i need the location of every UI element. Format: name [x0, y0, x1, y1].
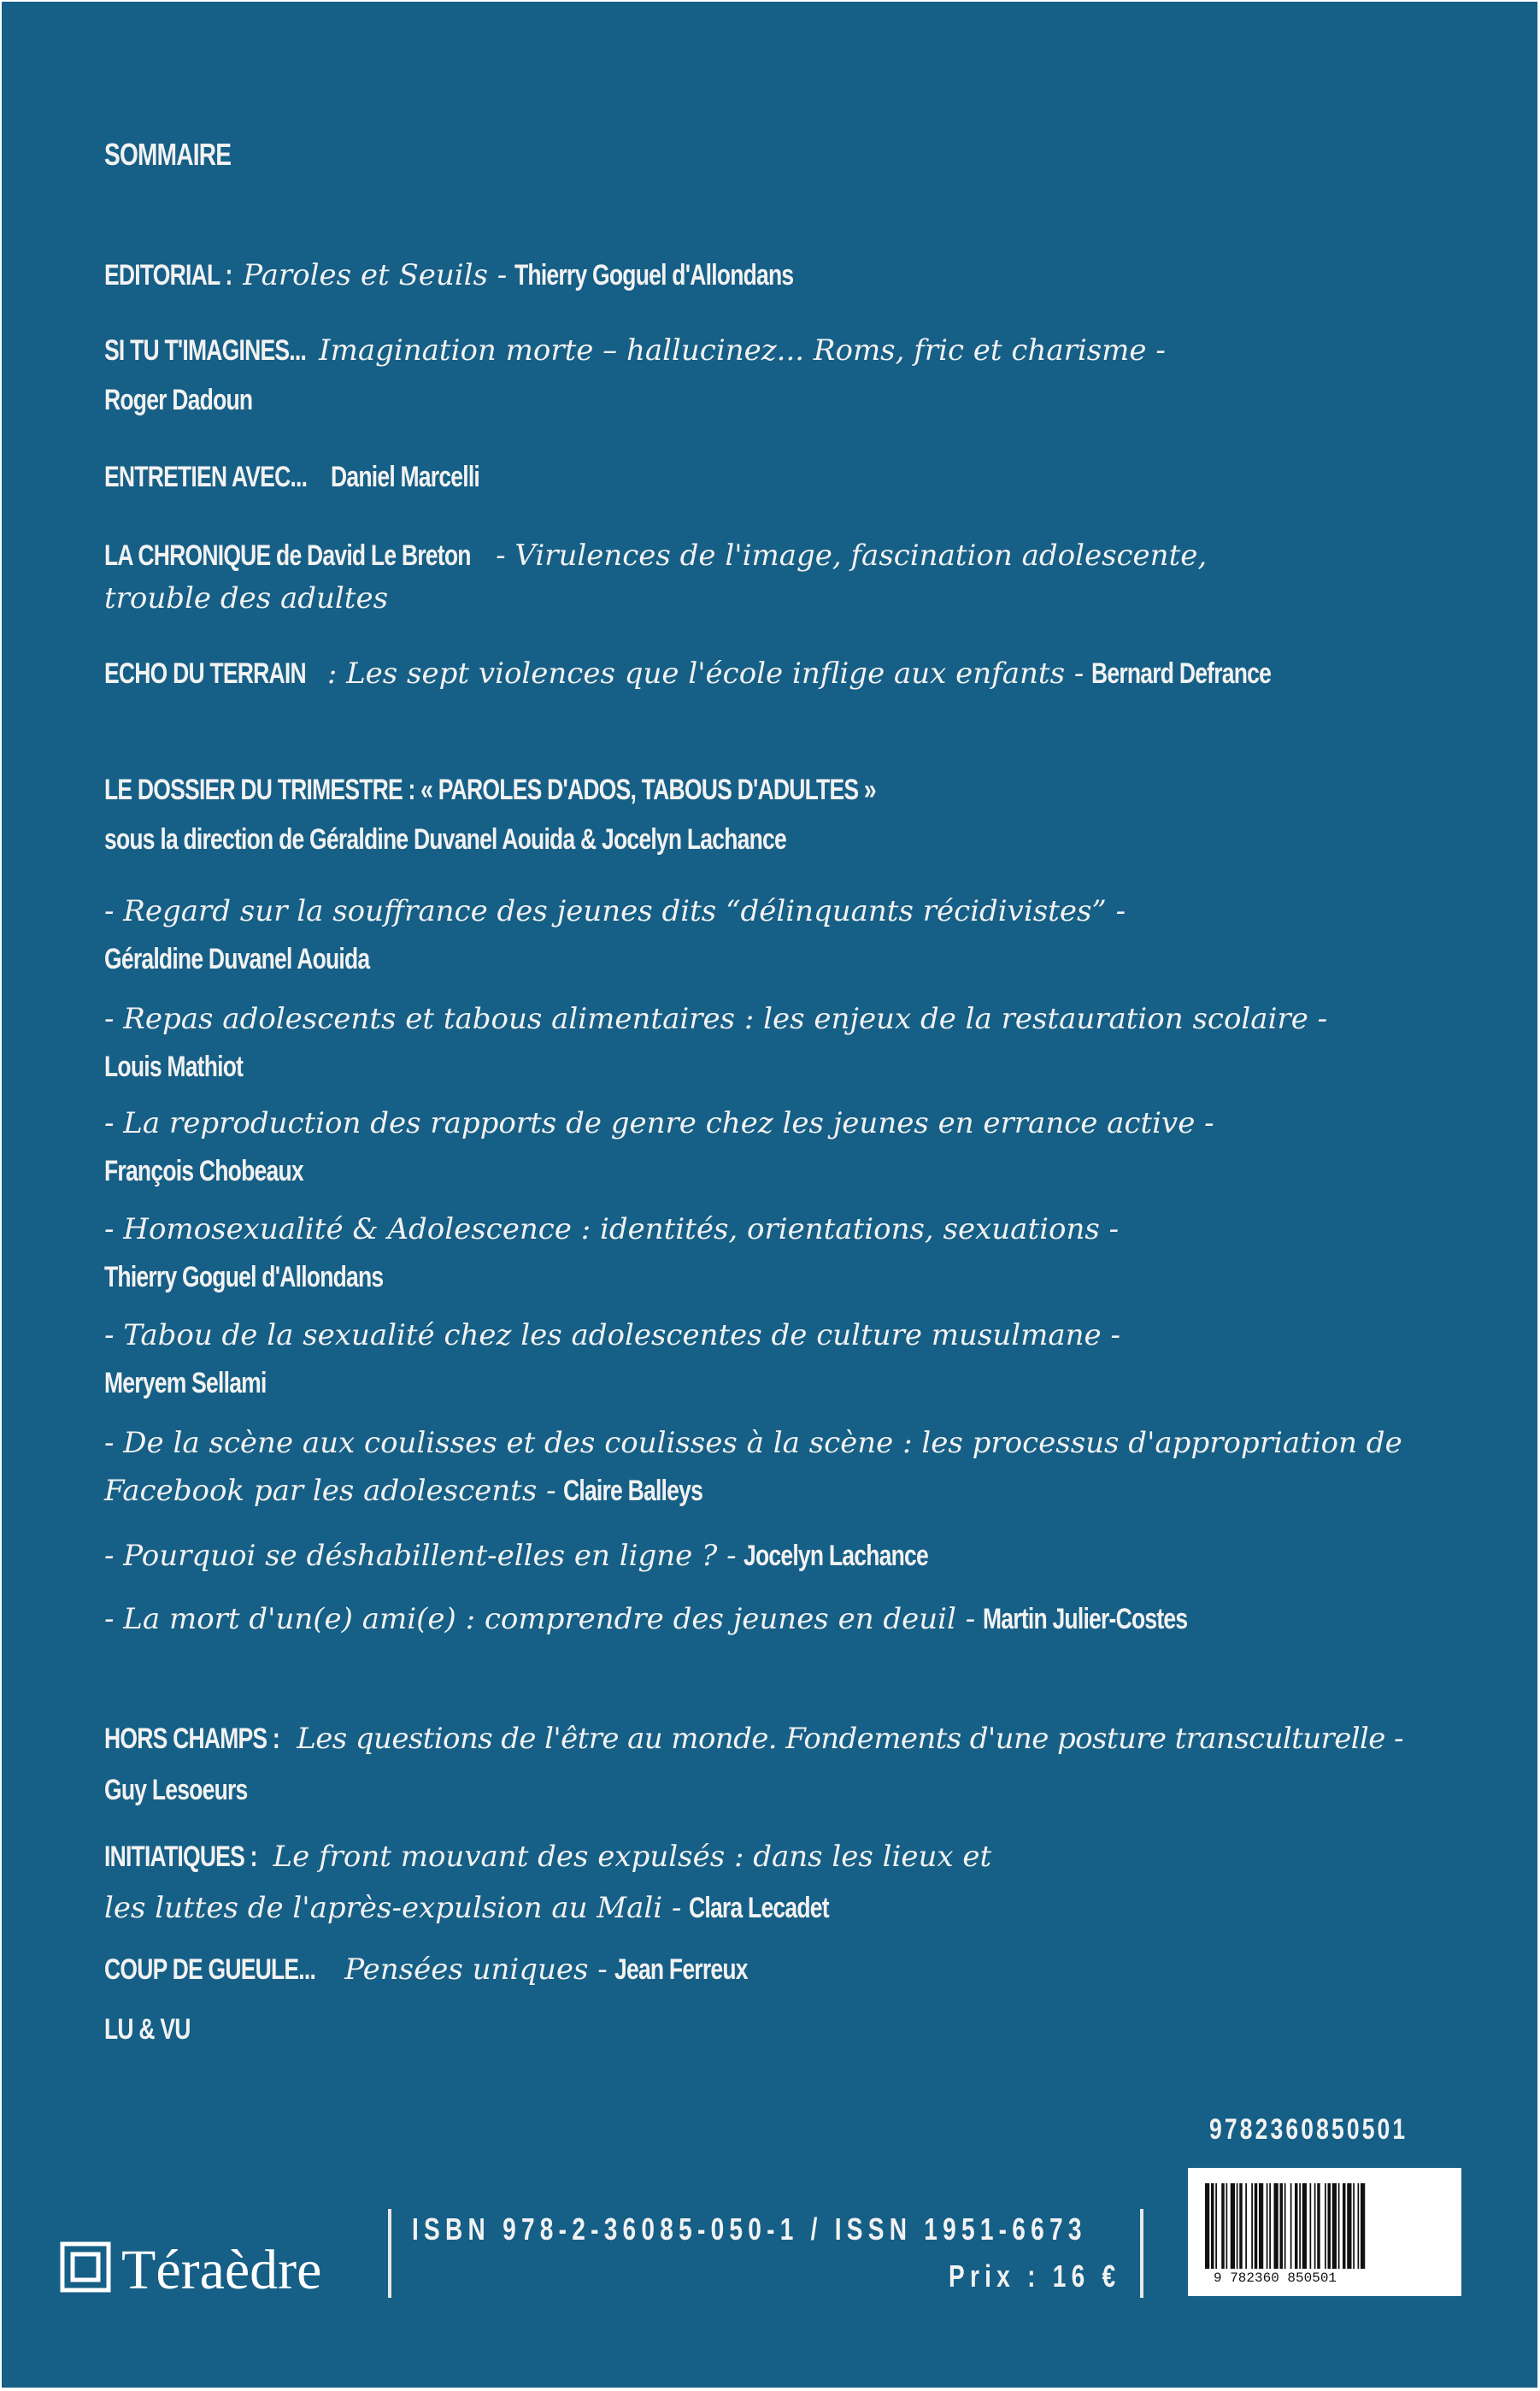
barcode-bar [1302, 2183, 1307, 2269]
section-label: HORS CHAMPS : [104, 1723, 279, 1755]
article-title: - Tabou de la sexualité chez les adolescentes de culture musulmane - [104, 1318, 1120, 1352]
dossier-item-2-author [104, 1050, 282, 1085]
article-author: Géraldine Duvanel Aouida [104, 943, 370, 975]
back-cover [2, 2, 1537, 2388]
article-author: Daniel Marcelli [330, 461, 479, 493]
article-author: François Chobeaux [104, 1155, 303, 1187]
article-title: - Pourquoi se déshabillent-elles en ligne ? - [104, 1539, 737, 1573]
barcode-bar [1332, 2183, 1337, 2269]
entry-editorial [104, 258, 872, 293]
article-author: Guy Lesoeurs [104, 1774, 248, 1806]
article-author: Jean Ferreux [614, 1953, 749, 1986]
dossier-item-6-title [104, 1426, 1402, 1461]
article-author: Bernard Defrance [1090, 657, 1271, 690]
barcode-bar [1237, 2183, 1238, 2269]
article-author: Martin Julier-Costes [982, 1603, 1188, 1635]
dossier-item-4-title [104, 1212, 1119, 1247]
barcode-bars [1205, 2183, 1444, 2269]
article-title: - Homosexualité & Adolescence : identités, orientations, sexuations - [104, 1212, 1120, 1246]
article-title: Les questions de l'être au monde. Fondements d'une posture transculturelle - [297, 1722, 1403, 1756]
entry-chronique [104, 539, 1207, 574]
entry-initiatiques [104, 1840, 991, 1875]
section-label: LU & VU [104, 2013, 191, 2046]
barcode-bar [1361, 2183, 1365, 2269]
dossier-item-5-title [104, 1318, 1120, 1353]
dossier-item-7 [104, 1539, 980, 1574]
dossier-item-1-title [104, 894, 1126, 929]
article-title: Pensées uniques - [344, 1952, 608, 1987]
entry-si-tu-author-line [104, 383, 294, 418]
barcode-number: 9782360850501 [1209, 2113, 1408, 2146]
entry-coup-de-gueule [104, 1952, 785, 1988]
barcode-bar [1338, 2183, 1340, 2269]
isbn-issn: ISBN 978-2-36085-050-1 / ISSN 1951-6673 [412, 2211, 1087, 2247]
barcode-digits: 9 782360 850501 [1214, 2270, 1337, 2286]
barcode-bar [1325, 2183, 1326, 2269]
entry-chronique-line2 [104, 581, 388, 616]
barcode-bar [1353, 2183, 1355, 2269]
price: Prix : 16 € [949, 2258, 1121, 2294]
barcode [1188, 2168, 1461, 2296]
barcode-bar [1269, 2183, 1271, 2269]
dossier-item-1-author [104, 942, 444, 977]
section-label: ENTRETIEN AVEC... [104, 461, 308, 493]
article-author: Jocelyn Lachance [744, 1540, 929, 1572]
barcode-bar [1215, 2183, 1217, 2269]
article-title: - Virulences de l'image, fascination adolescente, [496, 539, 1208, 573]
page-title: SOMMAIRE [104, 137, 232, 172]
dossier-item-2-title [104, 1002, 1327, 1037]
publisher-name: Téraèdre [121, 2239, 322, 2301]
publisher-logo-icon [60, 2241, 111, 2293]
barcode-bar [1343, 2183, 1346, 2269]
section-label: COUP DE GUEULE... [104, 1953, 316, 1986]
barcode-bar [1358, 2183, 1360, 2269]
barcode-bar [1274, 2183, 1278, 2269]
article-author: Louis Mathiot [104, 1051, 244, 1083]
article-title: Imagination morte – hallucinez... Roms, fric et charisme - [319, 333, 1166, 368]
section-label: EDITORIAL : [104, 259, 232, 292]
section-label: SI TU T'IMAGINES... [104, 334, 307, 367]
barcode-bar [1205, 2183, 1209, 2269]
dossier-item-5-author [104, 1366, 312, 1401]
section-label: INITIATIQUES : [104, 1840, 257, 1873]
barcode-bar [1267, 2183, 1268, 2269]
section-label: ECHO DU TERRAIN [104, 657, 306, 690]
section-label: LA CHRONIQUE de David Le Breton [104, 539, 471, 572]
article-author: Thierry Goguel d'Allondans [514, 259, 794, 292]
barcode-bar [1245, 2183, 1247, 2269]
barcode-bar [1280, 2183, 1284, 2269]
entry-si-tu-imagines [104, 333, 1166, 368]
entry-echo-du-terrain [104, 657, 1321, 692]
article-title: - De la scène aux coulisses et des coulisses à la scène : les processus d'appropriation de [104, 1426, 1402, 1460]
barcode-bar [1314, 2183, 1316, 2269]
entry-entretien [104, 460, 521, 495]
barcode-bar [1211, 2183, 1214, 2269]
barcode-bar [1239, 2183, 1243, 2269]
barcode-bar [1290, 2183, 1292, 2269]
barcode-bar [1231, 2183, 1235, 2269]
barcode-bar [1347, 2183, 1351, 2269]
entry-initiatiques-line2 [104, 1891, 868, 1926]
entry-lu-vu [104, 2012, 215, 2047]
article-title: Le front mouvant des expulsés : dans les lieux et [273, 1840, 992, 1874]
dossier-item-4-author [104, 1260, 461, 1295]
article-author: Claire Balleys [563, 1475, 703, 1507]
article-title: : Les sept violences que l'école inflige aux enfants - [326, 657, 1084, 691]
dossier-item-8 [104, 1602, 1245, 1637]
barcode-bar [1284, 2183, 1286, 2269]
barcode-bar [1251, 2183, 1253, 2269]
barcode-bar [1299, 2183, 1301, 2269]
article-title: - Regard sur la souffrance des jeunes dits “délinquants récidivistes” - [104, 894, 1126, 928]
barcode-bar [1310, 2183, 1312, 2269]
barcode-bar [1317, 2183, 1320, 2269]
article-author: Roger Dadoun [104, 384, 253, 416]
article-title: trouble des adultes [104, 581, 389, 615]
publisher-logo [60, 2239, 322, 2301]
barcode-bar [1226, 2183, 1228, 2269]
dossier-editors: sous la direction de Géraldine Duvanel Aouida & Jocelyn Lachance [104, 823, 786, 856]
divider-left [388, 2209, 391, 2298]
dossier-direction [104, 822, 979, 857]
article-title: les luttes de l'après-expulsion au Mali - [104, 1891, 682, 1925]
entry-hors-champs-author-line [104, 1773, 288, 1808]
article-author: Clara Lecadet [688, 1892, 829, 1924]
article-title: - Repas adolescents et tabous alimentaires : les enjeux de la restauration scolaire - [104, 1002, 1328, 1036]
section-label: LE DOSSIER DU TRIMESTRE : « PAROLES D'ADOS, TABOUS D'ADULTES » [104, 774, 876, 806]
divider-right [1140, 2209, 1143, 2298]
dossier-item-3-title [104, 1106, 1214, 1141]
article-title: - La reproduction des rapports de genre chez les jeunes en errance active - [104, 1106, 1214, 1140]
barcode-bar [1255, 2183, 1258, 2269]
dossier-item-6-title-line2 [104, 1474, 742, 1509]
article-title: Paroles et Seuils - [243, 258, 508, 292]
article-author: Meryem Sellami [104, 1367, 267, 1399]
article-title: Facebook par les adolescents - [104, 1474, 556, 1508]
barcode-bar [1328, 2183, 1331, 2269]
article-title: - La mort d'un(e) ami(e) : comprendre des jeunes en deuil - [104, 1602, 976, 1636]
barcode-bar [1295, 2183, 1298, 2269]
dossier-item-3-author [104, 1154, 360, 1189]
entry-hors-champs [104, 1722, 1403, 1757]
barcode-bar [1221, 2183, 1225, 2269]
dossier-heading [104, 773, 1093, 808]
barcode-bar [1259, 2183, 1263, 2269]
article-author: Thierry Goguel d'Allondans [104, 1261, 384, 1293]
